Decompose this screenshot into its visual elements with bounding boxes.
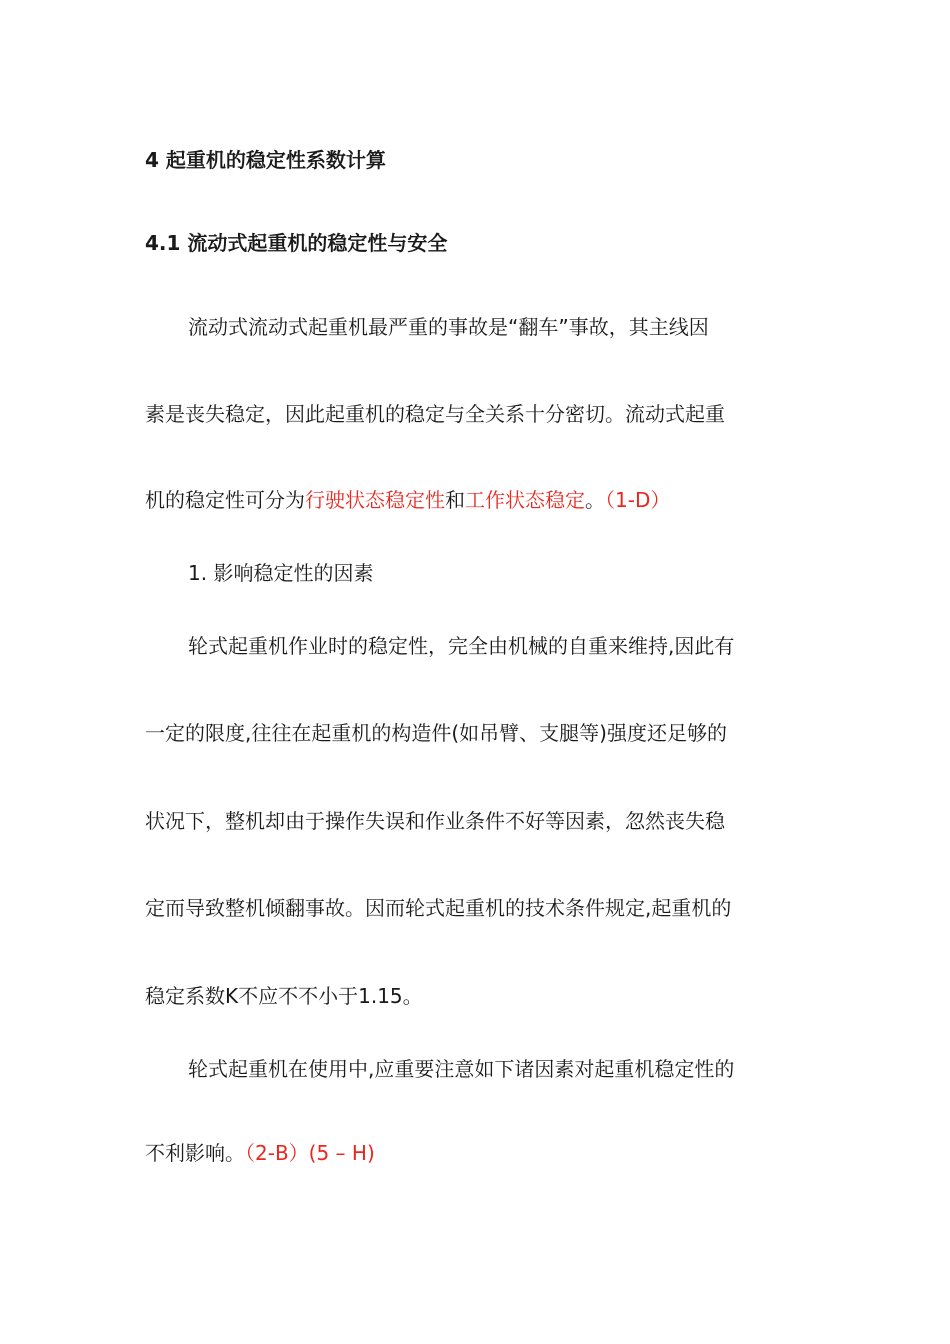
paragraph-line: 一定的限度,往往在起重机的构造件(如吊臂、支腿等)强度还足够的 bbox=[145, 721, 727, 745]
text-span: 机的稳定性可分为 bbox=[145, 488, 305, 512]
paragraph-line: 状况下，整机却由于操作失误和作业条件不好等因素，忽然丧失稳 bbox=[145, 809, 725, 833]
paragraph-line bbox=[145, 1141, 375, 1165]
highlight-work-stability: 工作状态稳定 bbox=[465, 488, 585, 512]
section-heading: 4 起重机的稳定性系数计算 bbox=[145, 148, 386, 172]
text-span: 。 bbox=[585, 488, 605, 512]
paragraph-line: 轮式起重机在使用中,应重要注意如下诸因素对起重机稳定性的 bbox=[188, 1057, 735, 1081]
paragraph-line: 稳定系数K不应不不小于1.15。 bbox=[145, 984, 423, 1008]
text-span: 和 bbox=[445, 488, 465, 512]
reference-code: （2-B）(5 – H) bbox=[245, 1141, 375, 1165]
list-item-title: 1. 影响稳定性的因素 bbox=[188, 561, 374, 585]
paragraph-line: 流动式流动式起重机最严重的事故是“翻车”事故，其主线因 bbox=[188, 315, 709, 339]
subsection-heading: 4.1 流动式起重机的稳定性与安全 bbox=[145, 231, 448, 255]
paragraph-line: 定而导致整机倾翻事故。因而轮式起重机的技术条件规定,起重机的 bbox=[145, 896, 732, 920]
highlight-travel-stability: 行驶状态稳定性 bbox=[305, 488, 445, 512]
text-span: 不利影响。 bbox=[145, 1141, 245, 1165]
paragraph-line bbox=[145, 488, 670, 512]
reference-code: （1-D） bbox=[605, 488, 671, 512]
paragraph-line: 轮式起重机作业时的稳定性，完全由机械的自重来维持,因此有 bbox=[188, 634, 735, 658]
paragraph-line: 素是丧失稳定，因此起重机的稳定与全关系十分密切。流动式起重 bbox=[145, 402, 725, 426]
